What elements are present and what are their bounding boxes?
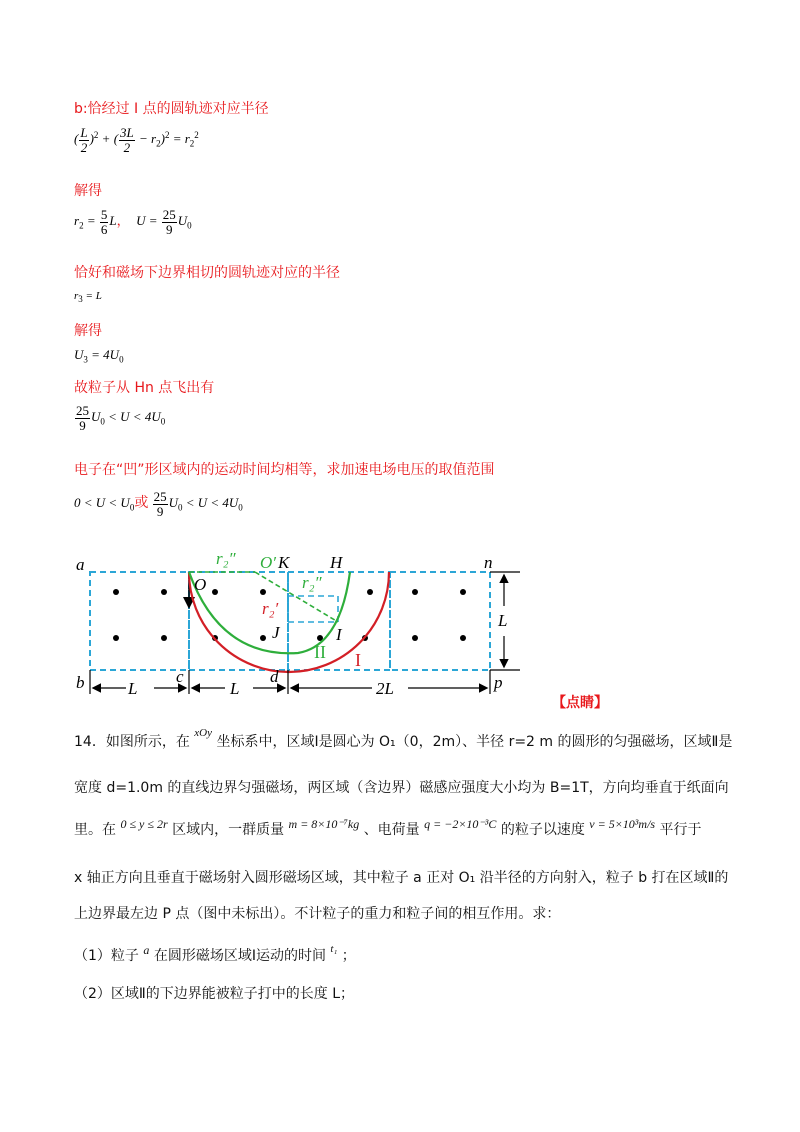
equation-4: $U_3 = 4U_0$ <box>74 347 124 365</box>
label-p: p <box>494 673 503 692</box>
coord-system: xOy <box>194 727 212 739</box>
solve-label-2: 解得 <box>74 323 102 339</box>
label-I: I <box>336 625 342 644</box>
magnetic-field-diagram <box>70 548 610 718</box>
dim-L-1: L <box>128 679 138 698</box>
problem-line-3: 里。在 0 ≤ y ≤ 2r 区域内，一群质量 m = 8×10⁻⁷kg 、电荷量 q = −2×10⁻³C 的粒子以速度 v = 5×10³m/s 平行于 <box>74 817 702 838</box>
equation-5: $\frac{25}{9}$ $U_0 < U < 4U_0$ <box>76 403 166 433</box>
label-r2-prime: r₂′ <box>262 599 279 618</box>
problem-line-4: x 轴正方向且垂直于磁场射入圆形磁场区域，其中粒子 a 正对 O₁ 沿半径的方向射入，粒子 b 打在区域Ⅱ的 <box>74 870 729 886</box>
label-d: d <box>270 667 279 686</box>
exit-heading: 故粒子从 Hn 点飞出有 <box>74 380 215 396</box>
solution-b-heading: b:恰经过 I 点的圆轨迹对应半径 <box>74 101 269 117</box>
equation-1: ( $\frac{L}{2}$ )$^2$ + ( $\frac{3L}{2}$ − $r_2)^2 = r_2^2$ <box>74 125 199 155</box>
dim-L-right: L <box>498 611 508 630</box>
label-K: K <box>278 553 290 572</box>
right-square <box>390 572 490 670</box>
dim-2L: 2L <box>376 679 394 698</box>
label-a: a <box>76 555 85 574</box>
label-region-II: II <box>314 642 326 662</box>
field-region-boundaries <box>90 572 490 670</box>
question-2: （2）区域Ⅱ的下边界能被粒子打中的长度 L； <box>74 986 355 1002</box>
equation-3: $r_3 = L$ <box>74 290 102 305</box>
label-c: c <box>176 667 184 686</box>
equation-6: $0 < U < U_0$或 $\frac{25}{9}$ $U_0 < U < 4U_0$ <box>74 489 243 519</box>
label-region-I: I <box>355 650 361 670</box>
question-1: （1）粒子 a 在圆形磁场区域Ⅰ运动的时间 $^{t_1}$ ； <box>74 943 356 964</box>
label-b: b <box>76 673 85 692</box>
label-r2-dprime-left: r₂″ <box>216 549 236 568</box>
tangent-heading: 恰好和磁场下边界相切的圆轨迹对应的半径 <box>74 265 340 281</box>
label-O: O <box>194 575 207 594</box>
label-H: H <box>330 553 343 572</box>
label-O-prime: O′ <box>260 553 276 572</box>
left-square <box>90 572 189 670</box>
problem-line-5: 上边界最左边 P 点（图中未标出）。不计粒子的重力和粒子间的相互作用。求： <box>74 906 561 922</box>
problem-line-1: 14．如图所示，在 $^{xOy}$ 坐标系中，区域Ⅰ是圆心为 O₁（0，2m）、半径 r=2 m 的圆形的匀强磁场，区域Ⅱ是 <box>74 727 733 750</box>
conclusion-heading: 电子在“凹”形区域内的运动时间均相等，求加速电场电压的取值范围 <box>74 462 495 478</box>
solve-label-1: 解得 <box>74 183 102 199</box>
label-J: J <box>272 623 280 642</box>
problem-line-2: 宽度 d=1.0m 的直线边界匀强磁场，两区域（含边界）磁感应强度大小均为 B=1T，方向均垂直于纸面向 <box>74 780 729 796</box>
dim-L-2: L <box>230 679 240 698</box>
label-r2-dprime-right: r₂″ <box>302 573 322 592</box>
label-n: n <box>484 553 493 572</box>
tip-label: 【点睛】 <box>552 695 608 711</box>
equation-2: $r_2$ = $\frac{5}{6}$ L， U = $\frac{25}{9}$ $U_0$ <box>74 207 192 237</box>
